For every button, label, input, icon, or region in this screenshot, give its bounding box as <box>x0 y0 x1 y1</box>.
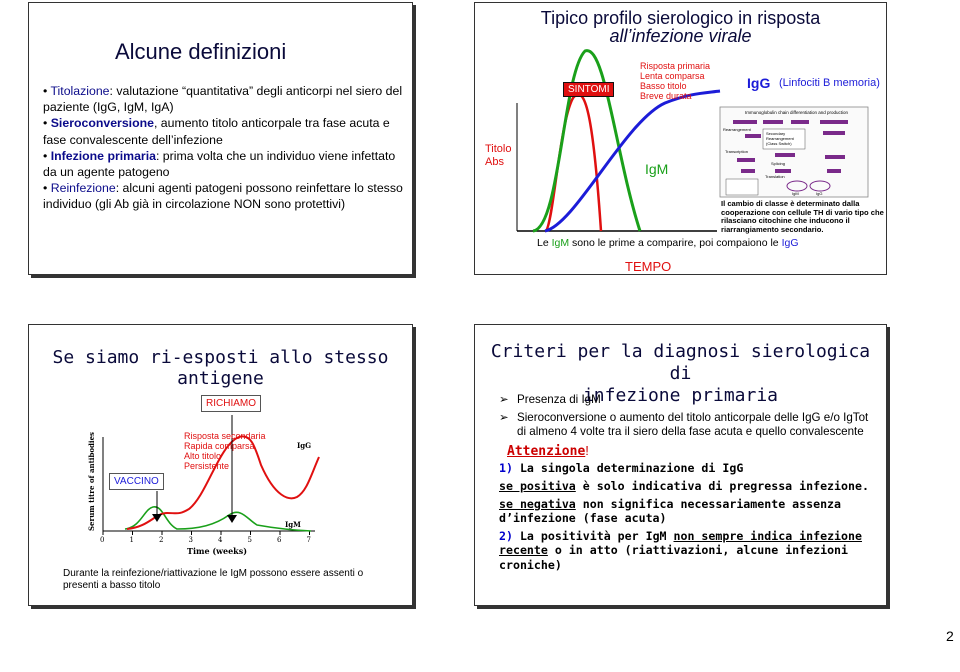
definition-item: • Sieroconversione, aumento titolo anticorpale tra fase acuta e fase convalescente dell’infezione <box>43 116 390 147</box>
inset-igg: IgG <box>816 191 823 196</box>
tempo-label: TEMPO <box>625 259 672 274</box>
x-tick-label: 5 <box>247 536 252 544</box>
point-number: 2) <box>499 528 513 543</box>
criteria-item <box>499 393 869 408</box>
point-1-positive <box>499 479 869 494</box>
slide-definitions <box>28 2 413 275</box>
primary-line: Lenta comparsa <box>640 71 705 81</box>
x-ticks <box>103 531 310 535</box>
slide4-title-line: Criteri per la diagnosi sierologica di <box>490 341 871 384</box>
definition-term: Infezione primaria <box>50 148 156 163</box>
negative-text: non significa necessariamente assenza <box>575 496 842 511</box>
igg-label: IgG <box>747 75 771 91</box>
primary-response-text <box>640 61 710 101</box>
switch-line: riarrangiamento secondario. <box>721 224 824 234</box>
x-axis-label: Time (weeks) <box>187 546 248 556</box>
class-switch-note <box>721 200 884 234</box>
definition-item: • Infezione primaria: prima volta che un individuo viene infettato da un agente patogeno <box>43 148 396 180</box>
attention-heading <box>499 444 869 460</box>
caption-text: Le <box>537 237 552 249</box>
definition-term: Sieroconversione <box>50 116 154 131</box>
point-number: 1) <box>499 461 513 476</box>
point-2 <box>499 529 869 573</box>
caption-text: sono le prime a comparire, poi compaiono le <box>569 237 782 249</box>
x-tick-label: 6 <box>277 536 282 544</box>
secondary-response-text <box>184 431 266 471</box>
symptoms-label: SINTOMI <box>563 82 614 97</box>
primary-line: Risposta primaria <box>640 61 711 71</box>
inset-class-switch: Secondary Rearrangement (Class Switch) <box>766 131 794 146</box>
slide-serological-profile <box>474 2 887 275</box>
switch-line: Il cambio di classe è determinato dalla <box>721 199 860 208</box>
inset-igm: IgM <box>792 191 799 196</box>
switch-line: rilasciano citochine che inducono il <box>721 216 850 225</box>
x-tick-label: 7 <box>306 536 311 544</box>
bcell-memory-label: (Linfociti B memoria) <box>779 77 880 89</box>
definition-text: : alcuni agenti patogeni possono reinfettare lo stesso individuo (gli Ab già in circolazione NON sono protettivi) <box>43 181 403 212</box>
vaccino-label: VACCINO <box>109 473 164 490</box>
point-underlined: non sempre indica infezione recente <box>499 528 862 558</box>
slide-reexposure <box>28 324 413 606</box>
slide3-footer: Durante la reinfezione/riattivazione le IgM possono essere assenti o presenti a basso titolo <box>63 568 364 591</box>
secondary-line: Alto titolo <box>184 451 222 461</box>
caption-igm: IgM <box>551 237 570 249</box>
inset-rearrangement: Rearrangement <box>723 127 751 132</box>
criteria-text: Presenza di IgM <box>517 393 601 406</box>
point-text: La singola determinazione di IgG <box>512 461 744 476</box>
richiamo-label: RICHIAMO <box>201 395 261 412</box>
igg-label: IgG <box>297 441 312 450</box>
point-1-negative <box>499 497 869 526</box>
inset-title: Immunoglobulin chain differentiation and production <box>745 110 848 115</box>
slide1-title: Alcune definizioni <box>115 39 287 64</box>
igm-label: IgM <box>285 520 301 529</box>
primary-line: Basso titolo <box>640 81 687 91</box>
y-axis-label <box>87 432 99 531</box>
slide2-title-line: all’infezione virale <box>609 26 752 46</box>
titolo-line: Titolo <box>485 143 512 155</box>
definition-term: Reinfezione <box>50 181 116 196</box>
slide2-title-line: Tipico profilo sierologico in risposta <box>540 8 821 28</box>
definition-text: : valutazione “quantitativa” degli anticorpi nel siero del paziente (IgG, IgM, IgA) <box>43 84 403 115</box>
point-text: La positività per IgM <box>512 528 674 543</box>
definition-item: • Titolazione: valutazione “quantitativa” degli anticorpi nel siero del paziente (IgG, IgM, IgA) <box>43 84 403 115</box>
x-tick-label: 1 <box>129 536 134 544</box>
attention-mark: ! <box>585 442 589 458</box>
criteria-text: Sieroconversione o aumento del titolo anticorpale delle IgG e/o IgTot di almeno 4 volte tra il siero della fase acuta e quello convalescente <box>517 410 869 439</box>
point-1 <box>499 461 869 476</box>
inset-translation: Translation <box>765 174 785 179</box>
switch-line: cooperazione con cellule TH di vario tipo che <box>721 207 884 217</box>
slide-diagnosis-criteria <box>474 324 887 606</box>
criteria-item <box>499 411 869 440</box>
secondary-line: Rapida comparsa <box>184 441 255 451</box>
inset-transcription: Transcription <box>725 149 748 154</box>
positive-label: se positiva <box>499 478 576 493</box>
arrow-bullet-icon: ➢ <box>499 393 509 406</box>
point-text-end: o in atto (riattivazioni, alcune infezioni croniche) <box>499 543 849 572</box>
secondary-line: Risposta secondaria <box>184 431 266 441</box>
page-number: 2 <box>946 628 954 644</box>
definition-text: , aumento titolo anticorpale tra fase acuta e fase convalescente dell’infezione <box>43 116 390 147</box>
titolo-line: Abs <box>485 156 504 168</box>
caption-igg: IgG <box>781 237 799 249</box>
negative-label: se negativa <box>499 496 576 511</box>
secondary-line: Persistente <box>184 461 230 471</box>
slide3-title: Se siamo ri-esposti allo stesso antigene <box>52 347 389 389</box>
igm-igg-caption <box>537 237 799 249</box>
x-tick-label: 0 <box>100 536 105 544</box>
definition-term: Titolazione <box>50 84 110 98</box>
positive-text: è solo indicativa di pregressa infezione. <box>575 478 869 493</box>
slide4-title-line: infezione primaria <box>582 385 779 406</box>
definition-item: • Reinfezione: alcuni agenti patogeni possono reinfettare lo stesso individuo (gli Ab già in circolazione NON sono protettivi) <box>43 181 403 212</box>
attention-label: Attenzione <box>507 443 586 459</box>
inset-splicing: Splicing <box>771 161 786 166</box>
x-tick-label: 4 <box>218 536 223 544</box>
definition-text: : prima volta che un individuo viene infettato da un agente patogeno <box>43 148 396 180</box>
y-axis-label-text: Serum titre of antibodies <box>87 432 96 531</box>
criteria-list <box>499 393 869 573</box>
negative-text-cont: d’infezione (fase acuta) <box>499 511 667 526</box>
arrow-bullet-icon: ➢ <box>499 410 509 424</box>
primary-line: Breve durata <box>640 91 692 101</box>
definitions-list <box>43 83 403 213</box>
titolo-label <box>485 143 512 169</box>
igm-label: IgM <box>645 161 669 177</box>
x-tick-label: 3 <box>188 536 193 544</box>
x-tick-label: 2 <box>159 536 164 544</box>
